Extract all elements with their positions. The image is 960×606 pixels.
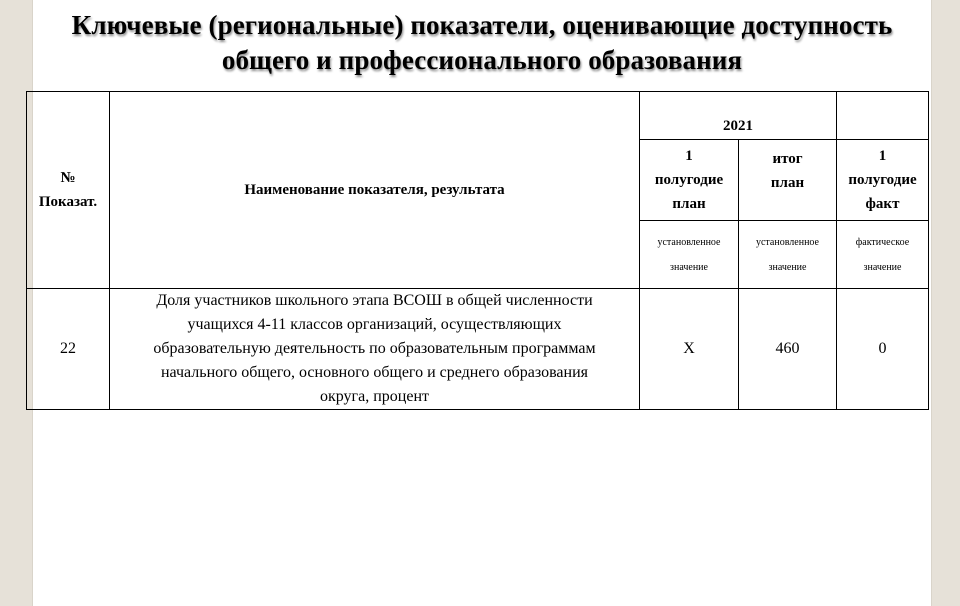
header-name: Наименование показателя, результата	[110, 92, 640, 289]
row-name-line-5: округа, процент	[319, 388, 429, 405]
row-name	[110, 289, 640, 410]
note-plan-half: установленное значение	[640, 221, 739, 289]
row-fact-half: 0	[837, 289, 929, 410]
row-name-line-4: начального общего, основного общего и среднего образования	[160, 364, 589, 381]
note-plan-total: установленное значение	[739, 221, 837, 289]
row-name-line-2: учащихся 4-11 классов организаций, осуществляющих	[187, 316, 562, 333]
header-number: № Показат.	[27, 92, 110, 289]
title-line-2: общего и профессионального образования	[221, 45, 743, 75]
header-year-blank	[837, 92, 929, 140]
header-col-fact-half: 1 полугодие факт	[837, 140, 929, 221]
header-year: 2021	[640, 92, 837, 140]
title-line-1: Ключевые (региональные) показатели, оценивающие доступность	[71, 10, 893, 40]
slide-title	[33, 8, 931, 78]
row-name-line-1: Доля участников школьного этапа ВСОШ в общей численности	[156, 292, 593, 309]
note-fact-half: фактическое значение	[837, 221, 929, 289]
row-name-line-3: образовательную деятельность по образовательным программам	[153, 340, 596, 357]
header-col-plan-half: 1 полугодие план	[640, 140, 739, 221]
header-col-plan-total: итог план	[739, 140, 837, 221]
header-row-1	[27, 92, 929, 140]
row-plan-total: 460	[739, 289, 837, 410]
row-number: 22	[27, 289, 110, 410]
indicators-table	[26, 91, 929, 410]
row-plan-half: Х	[640, 289, 739, 410]
table-row	[27, 289, 929, 410]
